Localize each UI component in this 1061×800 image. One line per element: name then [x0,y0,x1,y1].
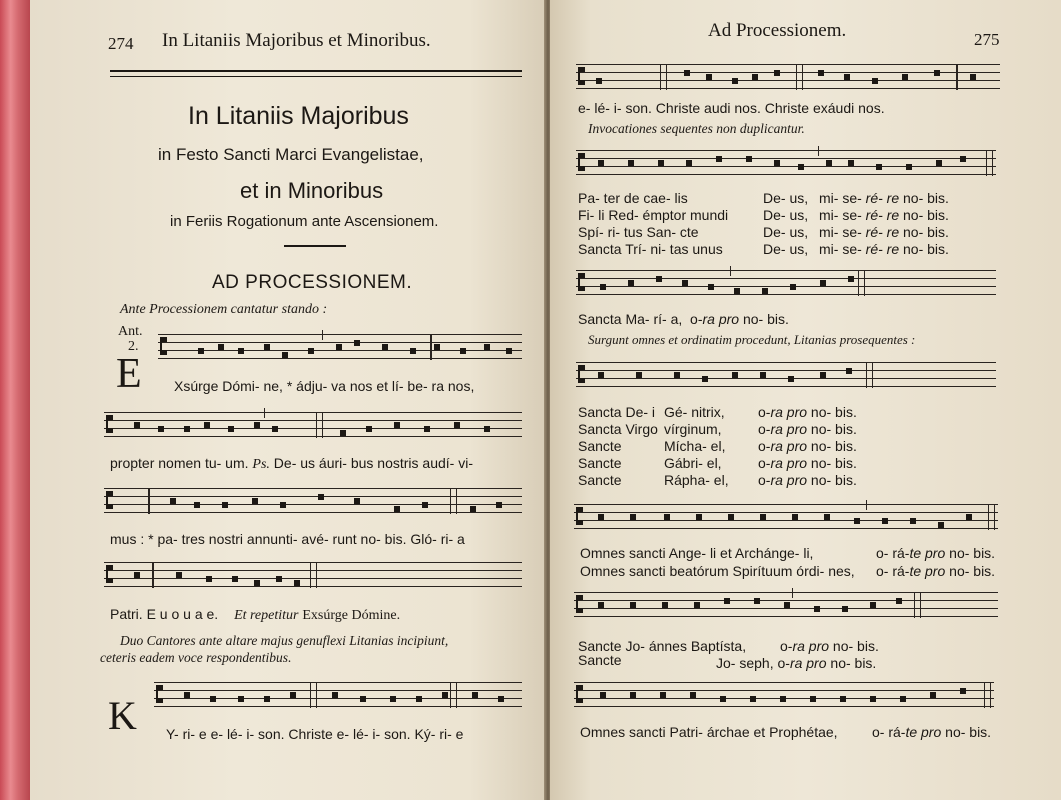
chapter-subtitle-2: et in Minoribus [240,178,384,203]
staff-line [576,278,996,279]
neume-note [788,376,794,382]
title-divider [284,245,346,247]
staff-line [576,378,996,379]
neume-note [760,514,766,520]
staff-line [574,520,998,521]
antiphon-lyric-2 [110,455,473,473]
staff-line [576,294,996,295]
bar-line [858,270,865,296]
neume-note [900,696,906,702]
neume-note [696,514,702,520]
neume-note [762,288,768,294]
neume-note [724,598,730,604]
invocation-row: Spí- ri- tus San- cte De- us, mi- se- ré- re no- bis. [578,224,949,240]
neume-note [254,580,260,586]
litany-lyric: e- lé- i- son. Christe audi nos. Christe exáudi nos. [578,100,885,116]
neume-note [746,156,752,162]
neume-note [394,422,400,428]
saint-row: Sancta De- i Gé- nitrix, o-ra pro no- bis. [578,404,857,420]
neume-note [598,514,604,520]
neume-note [798,164,804,170]
book-edge [0,0,30,800]
sancte-joseph-row: Sancte [578,652,622,668]
sancte-joseph-row-2: Jo- seph, o-ra pro no- bis. [716,655,877,671]
neume-note [308,348,314,354]
neume-note [600,692,606,698]
neume-note [282,352,288,358]
psalm-marker: Ps. [252,457,270,472]
neume-note [774,160,780,166]
neume-note [210,696,216,702]
neume-note [332,692,338,698]
chant-staff [158,334,522,360]
staff-line [576,370,996,371]
neume-note [496,502,502,508]
neume-note [870,696,876,702]
neume-note [720,696,726,702]
chant-staff [574,682,994,708]
neume-note [628,160,634,166]
neume-note [598,160,604,166]
neume-note [198,348,204,354]
neume-note [702,376,708,382]
chant-staff [104,412,522,438]
neume-note [222,502,228,508]
staff-line [104,436,522,437]
neume-note [848,276,854,282]
neume-note [442,692,448,698]
staff-line [104,420,522,421]
staff-line [576,174,996,175]
staff-line [104,412,522,413]
rubric-invocationes: Invocationes sequentes non duplicantur. [588,121,805,136]
neume-note [276,576,282,582]
neume-note [848,160,854,166]
do-clef-icon [160,337,168,355]
neume-note [218,344,224,350]
neume-note [340,430,346,436]
chant-staff [576,150,996,176]
neume-note [264,344,270,350]
neume-note [158,426,164,432]
do-clef-icon [576,685,584,703]
sancta-maria-row: Sancta Ma- rí- a, o-ra pro no- bis. [578,311,789,327]
bar-line [866,362,873,388]
bar-line [310,562,317,588]
staff-line [576,158,996,159]
do-clef-icon [576,595,584,613]
neume-note [422,502,428,508]
bar-line [430,334,432,360]
neume-note [814,606,820,612]
neume-note [630,602,636,608]
neume-note [228,426,234,432]
neume-note [936,160,942,166]
neume-note [416,696,422,702]
neume-note [750,696,756,702]
staff-line [576,286,996,287]
lyric-text: Exsúrge Dómine. [302,608,401,623]
staff-line [154,682,522,683]
neume-note [872,78,878,84]
staff-line [574,706,994,707]
neume-note [382,344,388,350]
chant-staff [574,504,998,530]
rubric-cantores-2: ceteris eadem voce respondentibus. [100,650,292,665]
neume-note [176,572,182,578]
staff-line [576,386,996,387]
omnes-spirituum-row: Omnes sancti beatórum Spirítuum órdi- nes, o- rá-te pro no- bis. [580,563,996,579]
staff-line [104,496,522,497]
staff-line [154,690,522,691]
invocation-row: Pa- ter de cae- lis De- us, mi- se- ré- re no- bis. [578,190,949,206]
staff-line [576,80,1000,81]
bar-line [986,150,993,176]
staff-line [576,150,996,151]
neume-note [826,160,832,166]
neume-note [774,70,780,76]
neume-note [752,74,758,80]
neume-note [184,426,190,432]
neume-note [818,70,824,76]
neume-note [824,514,830,520]
neume-note [876,164,882,170]
neume-note [134,422,140,428]
neume-note [410,348,416,354]
neume-note [470,506,476,512]
bar-line [956,64,958,90]
staff-line [574,528,998,529]
bar-line [796,64,803,90]
neume-note [792,514,798,520]
bar-line [866,500,867,510]
neume-note [658,160,664,166]
staff-line [158,358,522,359]
header-rule [110,70,522,72]
neume-note [194,502,200,508]
neume-note [506,348,512,354]
bar-line [988,504,995,530]
neume-note [690,692,696,698]
neume-note [336,344,342,350]
neume-note [732,78,738,84]
do-clef-icon [578,153,586,171]
neume-note [354,498,360,504]
neume-note [184,692,190,698]
bar-line [322,330,323,340]
neume-note [662,602,668,608]
neume-note [902,74,908,80]
lyric-text: De- us áuri- bus nostris audí- vi- [273,455,473,471]
neume-note [820,280,826,286]
saint-row: Sancte Rápha- el, o-ra pro no- bis. [578,472,857,488]
neume-note [206,576,212,582]
chant-staff [574,592,998,618]
section-heading: AD PROCESSIONEM. [212,272,413,293]
do-clef-icon [578,67,586,85]
neume-note [846,368,852,374]
staff-line [154,706,522,707]
neume-note [254,422,260,428]
neume-note [674,372,680,378]
rubric-cantores-1: Duo Cantores ante altare majus genuflexi Litanias incipiunt, [120,633,449,648]
neume-note [938,522,944,528]
rubric-surgunt: Surgunt omnes et ordinatim procedunt, Litanias prosequentes : [588,332,916,347]
neume-note [596,78,602,84]
neume-note [232,576,238,582]
chapter-subtitle-1: in Festo Sancti Marci Evangelistae, [158,145,424,164]
neume-note [252,498,258,504]
neume-note [970,74,976,80]
staff-line [576,88,1000,89]
antiphon-lyric-1: Xsúrge Dómi- ne, * ádju- va nos et lí- be- ra nos, [174,378,475,394]
neume-note [684,70,690,76]
left-running-title: In Litaniis Majoribus et Minoribus. [162,30,431,51]
neume-note [960,156,966,162]
saint-row: Sancta Virgo vírginum, o-ra pro no- bis. [578,421,857,437]
neume-note [910,518,916,524]
do-clef-icon [106,565,114,583]
omnes-angeli-row: Omnes sancti Ange- li et Archánge- li, o- rá-te pro no- bis. [580,545,996,561]
neume-note [484,344,490,350]
neume-note [906,164,912,170]
staff-line [158,350,522,351]
antiphon-lyric-4 [110,606,400,624]
neume-note [754,598,760,604]
neume-note [472,692,478,698]
neume-note [630,514,636,520]
antiphon-mode: 2. [128,339,139,354]
invocation-row: Sancta Trí- ni- tas unus De- us, mi- se- ré- re no- bis. [578,241,949,257]
neume-note [694,602,700,608]
staff-line [104,428,522,429]
neume-note [204,422,210,428]
neume-note [628,280,634,286]
do-clef-icon [106,491,114,509]
staff-line [158,342,522,343]
do-clef-icon [156,685,164,703]
neume-note [598,372,604,378]
staff-line [576,362,996,363]
neume-note [820,372,826,378]
staff-line [158,334,522,335]
staff-line [576,64,1000,65]
right-page [550,0,1061,800]
neume-note [784,602,790,608]
lyric-text: Patri. E u o u a e. [110,606,219,622]
neume-note [600,284,606,290]
neume-note [170,498,176,504]
staff-line [574,600,998,601]
saint-row: Sancte Mícha- el, o-ra pro no- bis. [578,438,857,454]
neume-note [728,514,734,520]
neume-note [930,692,936,698]
neume-note [434,344,440,350]
chant-staff [154,682,522,708]
bar-line [914,592,921,618]
bar-line [730,266,731,276]
chant-staff [576,270,996,296]
neume-note [424,426,430,432]
neume-note [238,696,244,702]
neume-note [354,340,360,346]
staff-line [574,512,998,513]
bar-line [660,64,667,90]
right-page-number: 275 [974,30,1000,49]
bar-line [316,412,323,438]
neume-note [760,372,766,378]
omnes-patriarchae-row: Omnes sancti Patri- árchae et Prophétae, o- rá-te pro no- bis. [580,724,992,740]
staff-line [104,512,522,513]
neume-note [318,494,324,500]
neume-note [280,502,286,508]
neume-note [460,348,466,354]
neume-note [360,696,366,702]
antiphon-label: Ant. [118,324,143,339]
bar-line [818,146,819,156]
neume-note [882,518,888,524]
do-clef-icon [578,365,586,383]
neume-note [840,696,846,702]
chant-staff [576,362,996,388]
neume-note [780,696,786,702]
header-rule-thin [110,76,522,77]
neume-note [630,692,636,698]
saint-row: Sancte Gábri- el, o-ra pro no- bis. [578,455,857,471]
antiphon-lyric-3: mus : * pa- tres nostri annunti- avé- runt no- bis. Gló- ri- a [110,531,465,547]
neume-note [790,284,796,290]
bar-line [450,488,457,514]
neume-note [454,422,460,428]
neume-note [810,696,816,702]
staff-line [574,690,994,691]
lyric-text: propter nomen tu- um. [110,455,249,471]
staff-line [574,504,998,505]
neume-note [854,518,860,524]
neume-note [134,572,140,578]
staff-line [574,608,998,609]
neume-note [238,348,244,354]
bar-line [264,408,265,418]
sancte-joannes-row: Sancte Jo- ánnes Baptísta, o-ra pro no- bis. [578,638,879,654]
neume-note [896,598,902,604]
neume-note [708,284,714,290]
neume-note [960,688,966,694]
chant-staff [104,562,522,588]
chapter-title: In Litaniis Majoribus [188,102,409,130]
staff-line [576,270,996,271]
neume-note [934,70,940,76]
initial-letter-e: E [116,351,142,397]
neume-note [294,580,300,586]
staff-line [104,488,522,489]
neume-note [484,426,490,432]
rubric-ante: Ante Processionem cantatur stando : [120,302,328,317]
left-page [30,0,546,800]
chant-staff [104,488,522,514]
neume-note [870,602,876,608]
neume-note [732,372,738,378]
neume-note [734,288,740,294]
neume-note [498,696,504,702]
neume-note [706,74,712,80]
staff-line [574,682,994,683]
left-page-number: 274 [108,34,134,53]
chapter-subtitle-3: in Feriis Rogationum ante Ascensionem. [170,213,439,230]
neume-note [656,276,662,282]
bar-line [450,682,457,708]
neume-note [664,514,670,520]
bar-line [792,588,793,598]
do-clef-icon [578,273,586,291]
staff-line [576,166,996,167]
staff-line [574,616,998,617]
neume-note [966,514,972,520]
neume-note [390,696,396,702]
neume-note [272,426,278,432]
bar-line [148,488,150,514]
bar-line [310,682,317,708]
neume-note [366,426,372,432]
bar-line [152,562,154,588]
neume-note [598,602,604,608]
invocation-row: Fi- li Red- émptor mundi De- us, mi- se- ré- re no- bis. [578,207,949,223]
neume-note [290,692,296,698]
neume-note [844,74,850,80]
chant-staff [576,64,1000,90]
neume-note [842,606,848,612]
staff-line [104,504,522,505]
neume-note [264,696,270,702]
neume-note [686,160,692,166]
right-running-title: Ad Processionem. [708,20,847,41]
neume-note [682,280,688,286]
kyrie-lyric: Y- ri- e e- lé- i- son. Christe e- lé- i- son. Ký- ri- e [166,726,464,742]
initial-letter-k: K [108,693,137,738]
neume-note [716,156,722,162]
neume-note [660,692,666,698]
bar-line [984,682,991,708]
do-clef-icon [106,415,114,433]
neume-note [394,506,400,512]
staff-line [574,592,998,593]
do-clef-icon [576,507,584,525]
neume-note [636,372,642,378]
rubric-inline: Et repetitur [234,608,299,623]
